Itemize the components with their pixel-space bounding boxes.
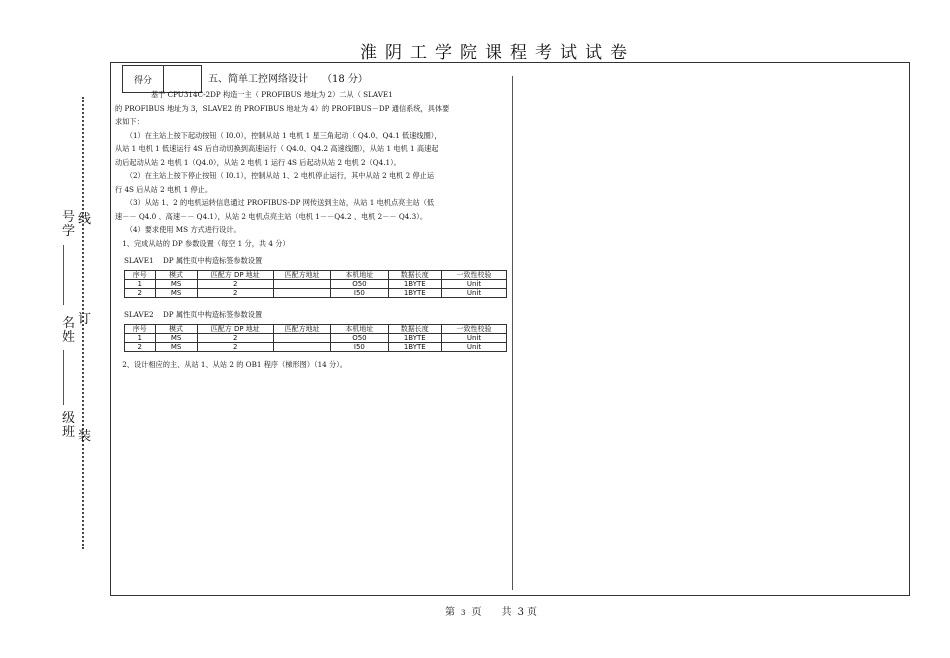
- binding-label-xian: 线: [78, 212, 92, 227]
- table-cell: 2: [125, 289, 156, 298]
- table-cell: O50: [331, 334, 388, 343]
- body-line: 1、完成从站的 DP 参数设置（每空 1 分，共 4 分）: [115, 238, 290, 248]
- table-cell: Unit: [442, 289, 507, 298]
- table-header-row: [125, 325, 507, 334]
- table-cell: O50: [331, 280, 388, 289]
- table-cell: MS: [155, 343, 197, 352]
- col-header: 一致性校验: [442, 271, 507, 280]
- col-header: 模式: [155, 271, 197, 280]
- question-body: [115, 88, 510, 250]
- col-header: 数据长度: [388, 271, 441, 280]
- class-label: 级班: [62, 411, 76, 440]
- footer-prefix: 第: [445, 607, 455, 618]
- student-id-line: [63, 245, 64, 305]
- table-cell: 2: [197, 343, 273, 352]
- student-name-label: 名姓: [62, 316, 76, 345]
- table-row: [125, 343, 507, 352]
- total-pages: 3: [517, 607, 525, 618]
- table-cell: 1: [125, 280, 156, 289]
- table-cell: 1BYTE: [388, 280, 441, 289]
- col-header: 匹配方 DP 地址: [197, 325, 273, 334]
- col-header: 本机地址: [331, 271, 388, 280]
- footer-suffix: 页: [527, 607, 538, 618]
- table-cell: [273, 280, 330, 289]
- table-cell: 2: [197, 289, 273, 298]
- question-2: [115, 358, 510, 372]
- col-header: 匹配方 DP 地址: [197, 271, 273, 280]
- slave2-param-table: [124, 324, 507, 352]
- section-heading: [208, 70, 368, 85]
- table-cell: I50: [331, 289, 388, 298]
- page-number: 3: [461, 609, 466, 617]
- col-header: 匹配方地址: [273, 325, 330, 334]
- table-cell: 1BYTE: [388, 334, 441, 343]
- table-cell: 2: [125, 343, 156, 352]
- table-cell: Unit: [442, 280, 507, 289]
- student-id-label: 号学: [62, 210, 76, 239]
- footer-mid: 页 共: [471, 607, 512, 618]
- exam-title: 淮阴工学院课程考试试卷: [360, 43, 635, 63]
- section-score: （18 分）: [322, 74, 368, 85]
- body-line: （3）从站 1、2 的电机运转信息通过 PROFIBUS-DP 网传送到主站，从站 1 电机点亮主站（低: [115, 198, 435, 207]
- table-cell: 1BYTE: [388, 289, 441, 298]
- slave2-table-label: SLAVE2 DP 属性页中构造标签参数设置: [124, 310, 263, 319]
- slave1-param-table: [124, 270, 507, 298]
- body-line: 行 4S 后从站 2 电机 1 停止。: [115, 184, 213, 194]
- table-cell: I50: [331, 343, 388, 352]
- col-header: 匹配方地址: [273, 271, 330, 280]
- body-line: 2、设计相应的主、从站 1、从站 2 的 OB1 程序（梯形图）（14 分）。: [115, 360, 347, 369]
- col-header: 数据长度: [388, 325, 441, 334]
- table-cell: [273, 289, 330, 298]
- col-header: 本机地址: [331, 325, 388, 334]
- body-line: （4）要求使用 MS 方式进行设计。: [115, 225, 241, 234]
- score-label: 得分: [123, 66, 164, 92]
- table-cell: Unit: [442, 343, 507, 352]
- body-line: 基于 CPU314C-2DP 构造一主（ PROFIBUS 地址为 2）二从（ SLAVE1: [115, 90, 393, 99]
- body-line: 求如下：: [115, 117, 144, 126]
- table-cell: MS: [155, 334, 197, 343]
- table-cell: MS: [155, 280, 197, 289]
- body-line: 速－－ Q4.0 、高速－－ Q4.1），从站 2 电机点亮主站（电机 1－－Q4.2 、电机 2－－ Q4.3）。: [115, 211, 428, 221]
- body-line: 的 PROFIBUS 地址为 3，SLAVE2 的 PROFIBUS 地址为 4）的 PROFIBUS－DP 通信系统，具体要: [115, 103, 450, 113]
- table-cell: 2: [197, 334, 273, 343]
- column-divider: [512, 76, 513, 590]
- col-header: 序号: [125, 325, 156, 334]
- table-cell: Unit: [442, 334, 507, 343]
- student-name-line: [63, 350, 64, 405]
- col-header: 模式: [155, 325, 197, 334]
- table-cell: [273, 343, 330, 352]
- table-cell: 1BYTE: [388, 343, 441, 352]
- page-footer: [445, 603, 537, 618]
- col-header: 一致性校验: [442, 325, 507, 334]
- binding-label-ding: 订: [78, 312, 92, 327]
- table-cell: MS: [155, 289, 197, 298]
- body-line: 从站 1 电机 1 低速运行 4S 后自动切换到高速运行（ Q4.0、Q4.2 高速线圈），从站 1 电机 1 高速起: [115, 144, 439, 153]
- table-row: [125, 289, 507, 298]
- table-row: [125, 280, 507, 289]
- table-cell: 2: [197, 280, 273, 289]
- body-line: （2）在主站上按下停止按钮（ I0.1），控制从站 1、2 电机停止运行，其中从站 2 电机 2 停止运: [115, 171, 435, 180]
- body-line: 动后起动从站 2 电机 1（Q4.0），从站 2 电机 1 运行 4S 后起动从站 2 电机 2（Q4.1）。: [115, 157, 401, 167]
- slave1-table-label: SLAVE1 DP 属性页中构造标签参数设置: [124, 256, 263, 265]
- table-cell: 1: [125, 334, 156, 343]
- table-header-row: [125, 271, 507, 280]
- table-cell: [273, 334, 330, 343]
- binding-label-zhuang: 装: [78, 429, 92, 444]
- col-header: 序号: [125, 271, 156, 280]
- section-title: 五、简单工控网络设计: [208, 74, 308, 85]
- body-line: （1）在主站上按下起动按钮（ I0.0），控制从站 1 电机 1 星三角起动（ Q4.0、Q4.1 低速线圈），: [115, 130, 442, 140]
- table-row: [125, 334, 507, 343]
